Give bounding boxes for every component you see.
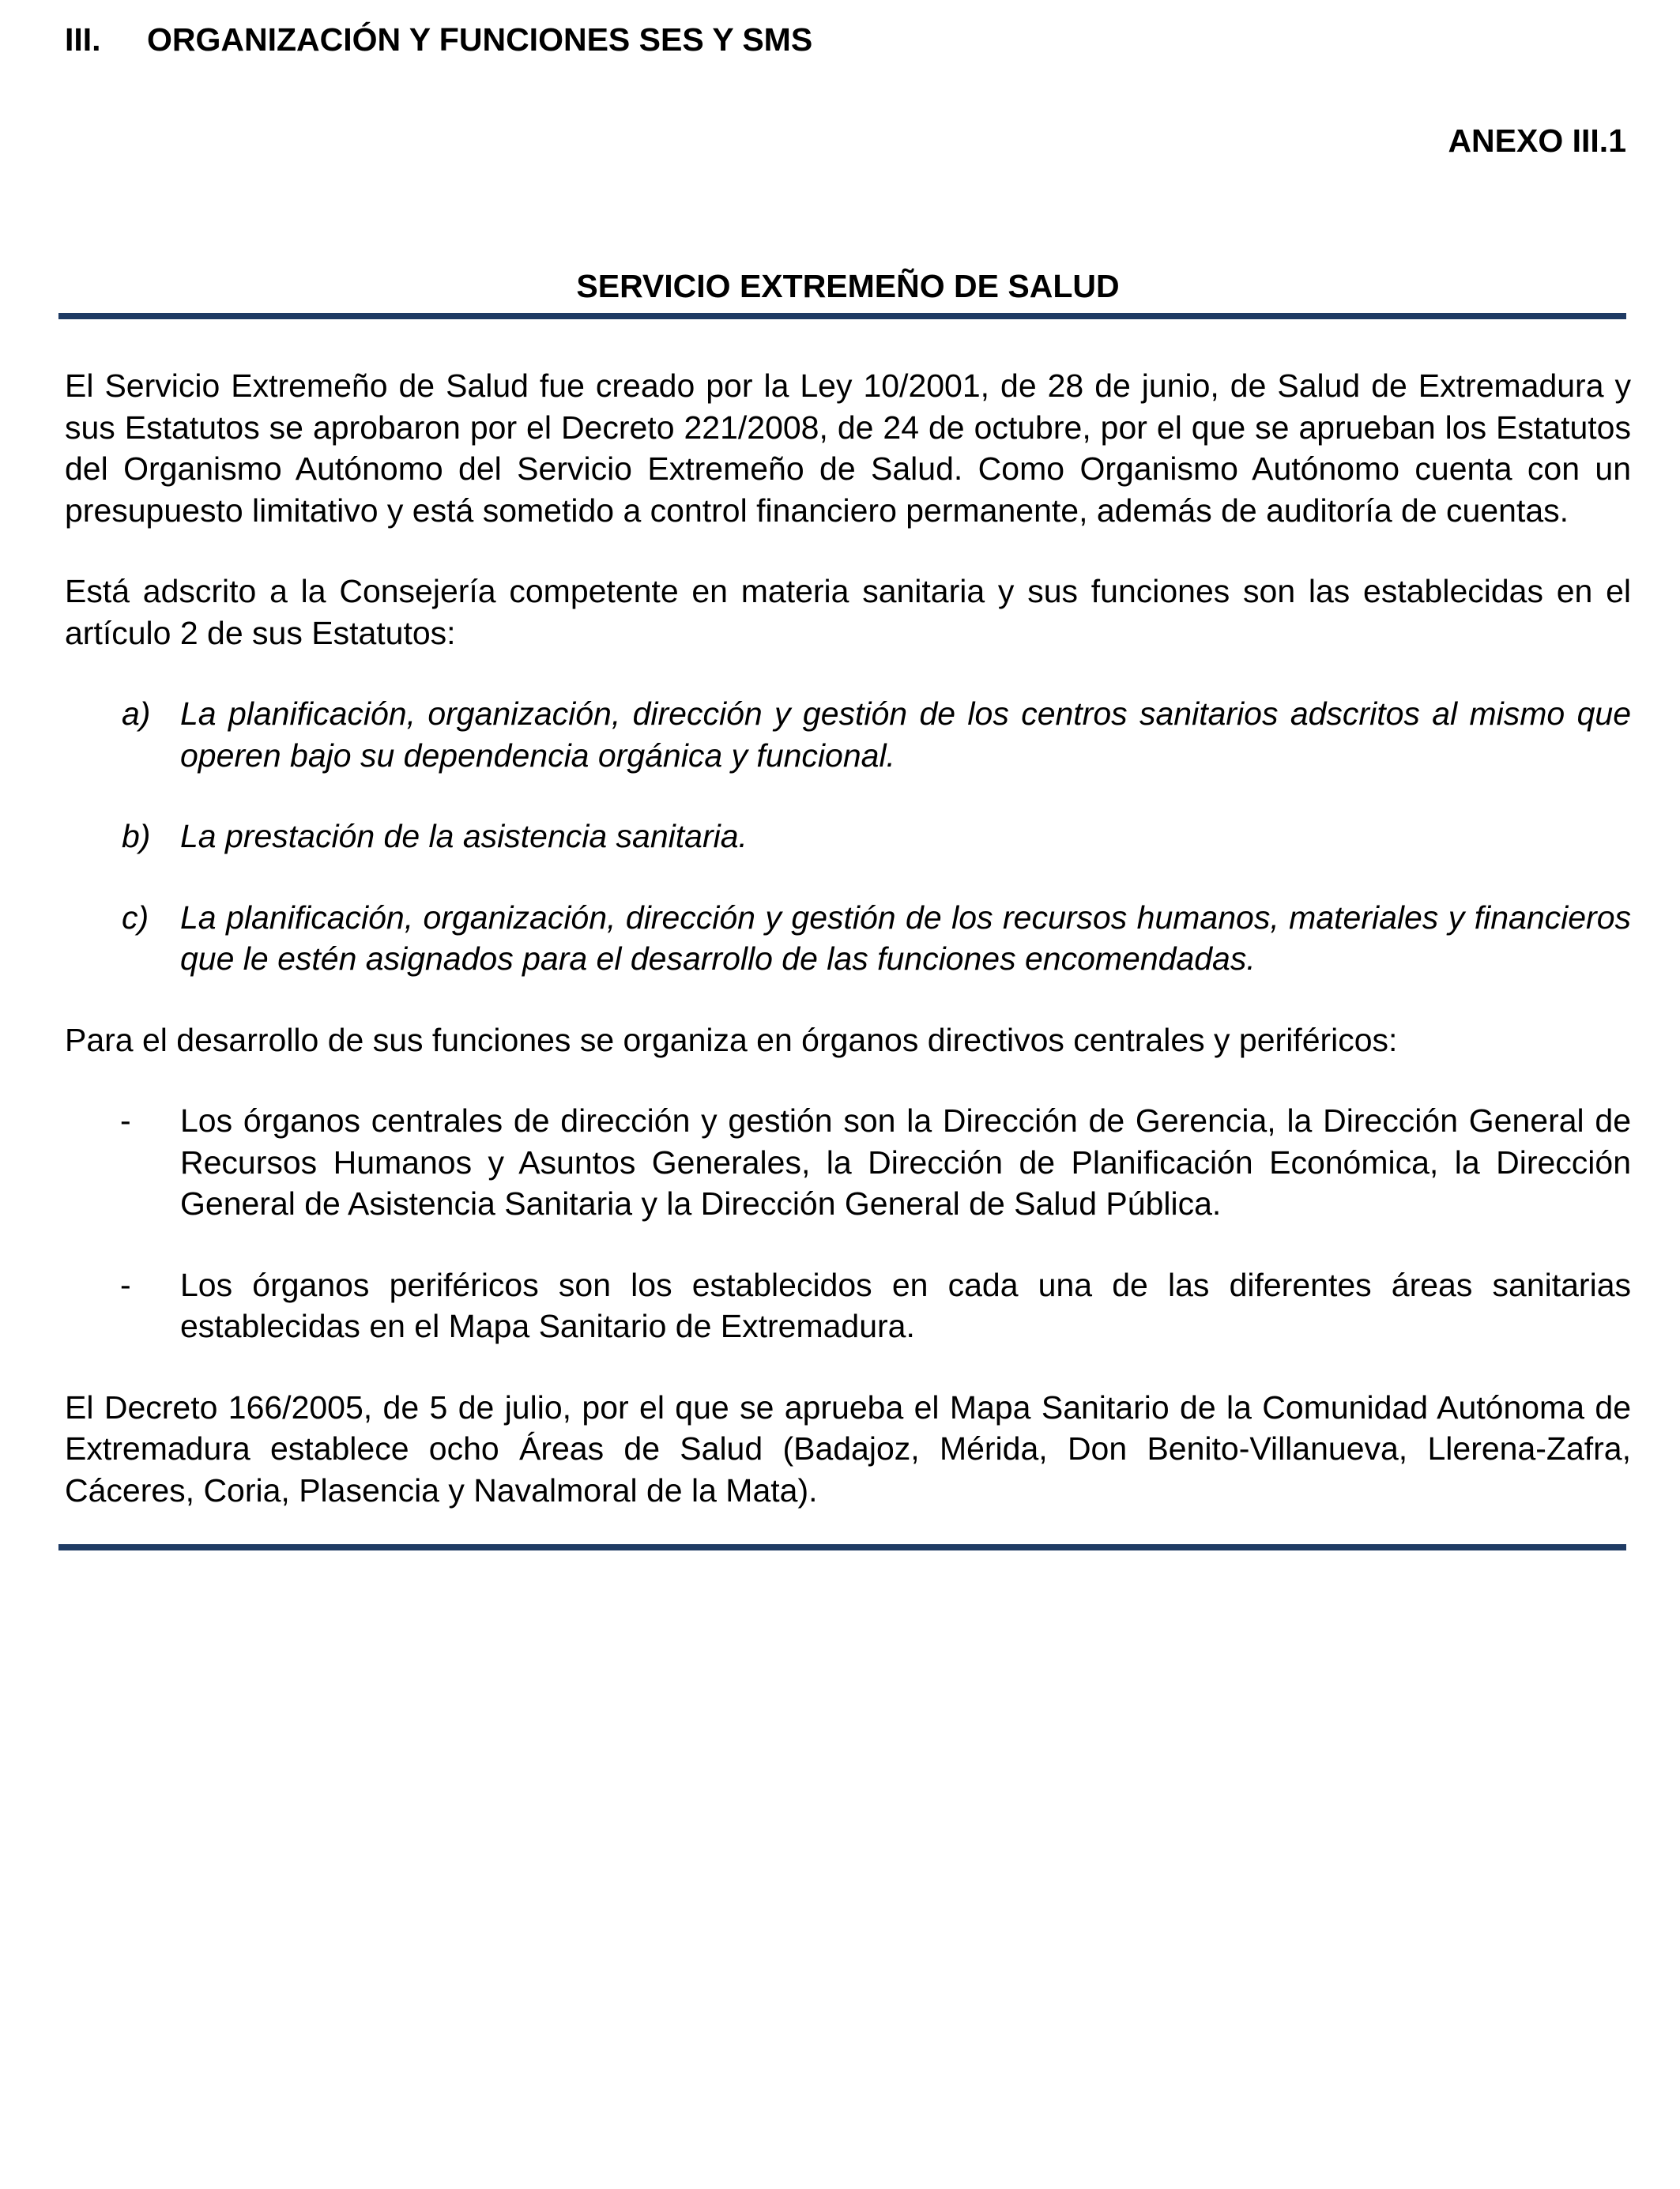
closing-paragraph: El Decreto 166/2005, de 5 de julio, por el que se aprueba el Mapa Sanitario de la Comunidad Autónoma de Extremadura establece ocho Áreas de Salud (Badajoz, Mérida, Don Benito-Villanueva, Llerena-Zafra, Cáceres, Coria, Plasencia y Navalmoral de la Mata). bbox=[65, 1388, 1631, 1509]
bottom-divider bbox=[58, 1544, 1626, 1550]
functions-intro-paragraph: Está adscrito a la Consejería competente en materia sanitaria y sus funciones son las establecidas en el artículo 2 de sus Estatutos: bbox=[65, 573, 1631, 651]
annex-label: ANEXO III.1 bbox=[1448, 122, 1626, 159]
list-item-text: La prestación de la asistencia sanitaria. bbox=[180, 818, 748, 854]
intro-paragraph: El Servicio Extremeño de Salud fue creado por la Ley 10/2001, de 28 de junio, de Salud de Extremadura y sus Estatutos se aprobaron por el Decreto 221/2008, de 24 de octubre, por el que se aprueban los Estatutos del Organismo Autónomo del Servicio Extremeño de Salud. Como Organismo Autónomo cuenta con un presupuesto limitativo y está sometido a control financiero permanente, además de auditoría de cuentas. bbox=[65, 367, 1631, 529]
list-item bbox=[65, 693, 1631, 776]
list-item bbox=[65, 1100, 1631, 1225]
list-marker: c) bbox=[122, 899, 149, 936]
section-heading bbox=[65, 19, 1631, 60]
list-marker: a) bbox=[122, 695, 151, 732]
organization-intro-paragraph: Para el desarrollo de sus funciones se organiza en órganos directivos centrales y periféricos: bbox=[65, 1021, 1398, 1058]
list-item-text: La planificación, organización, dirección y gestión de los recursos humanos, materiales y financieros que le estén asignados para el desarrollo de las funciones encomendadas. bbox=[180, 899, 1631, 977]
list-item bbox=[65, 816, 1631, 857]
title-divider bbox=[58, 313, 1626, 319]
document-title: SERVICIO EXTREMEÑO DE SALUD bbox=[576, 268, 1120, 304]
list-item bbox=[65, 897, 1631, 980]
list-marker: b) bbox=[122, 818, 151, 854]
list-item-text: Los órganos centrales de dirección y gestión son la Dirección de Gerencia, la Dirección General de Recursos Humanos y Asuntos Generales, la Dirección de Planificación Económica, la Dirección General de Asistencia Sanitaria y la Dirección General de Salud Pública. bbox=[180, 1102, 1631, 1222]
list-item-text: Los órganos periféricos son los establecidos en cada una de las diferentes áreas sanitarias establecidas en el Mapa Sanitario de Extremadura. bbox=[180, 1266, 1631, 1344]
organs-list bbox=[65, 1100, 1631, 1347]
section-number: III. bbox=[65, 21, 101, 58]
list-marker: - bbox=[120, 1102, 131, 1139]
list-item bbox=[65, 1264, 1631, 1347]
list-item-text: La planificación, organización, dirección y gestión de los centros sanitarios adscritos al mismo que operen bajo su dependencia orgánica y funcional. bbox=[180, 695, 1631, 774]
document-page bbox=[65, 19, 1631, 1550]
list-marker: - bbox=[120, 1266, 131, 1303]
functions-list bbox=[65, 693, 1631, 980]
section-title: ORGANIZACIÓN Y FUNCIONES SES Y SMS bbox=[147, 21, 813, 58]
